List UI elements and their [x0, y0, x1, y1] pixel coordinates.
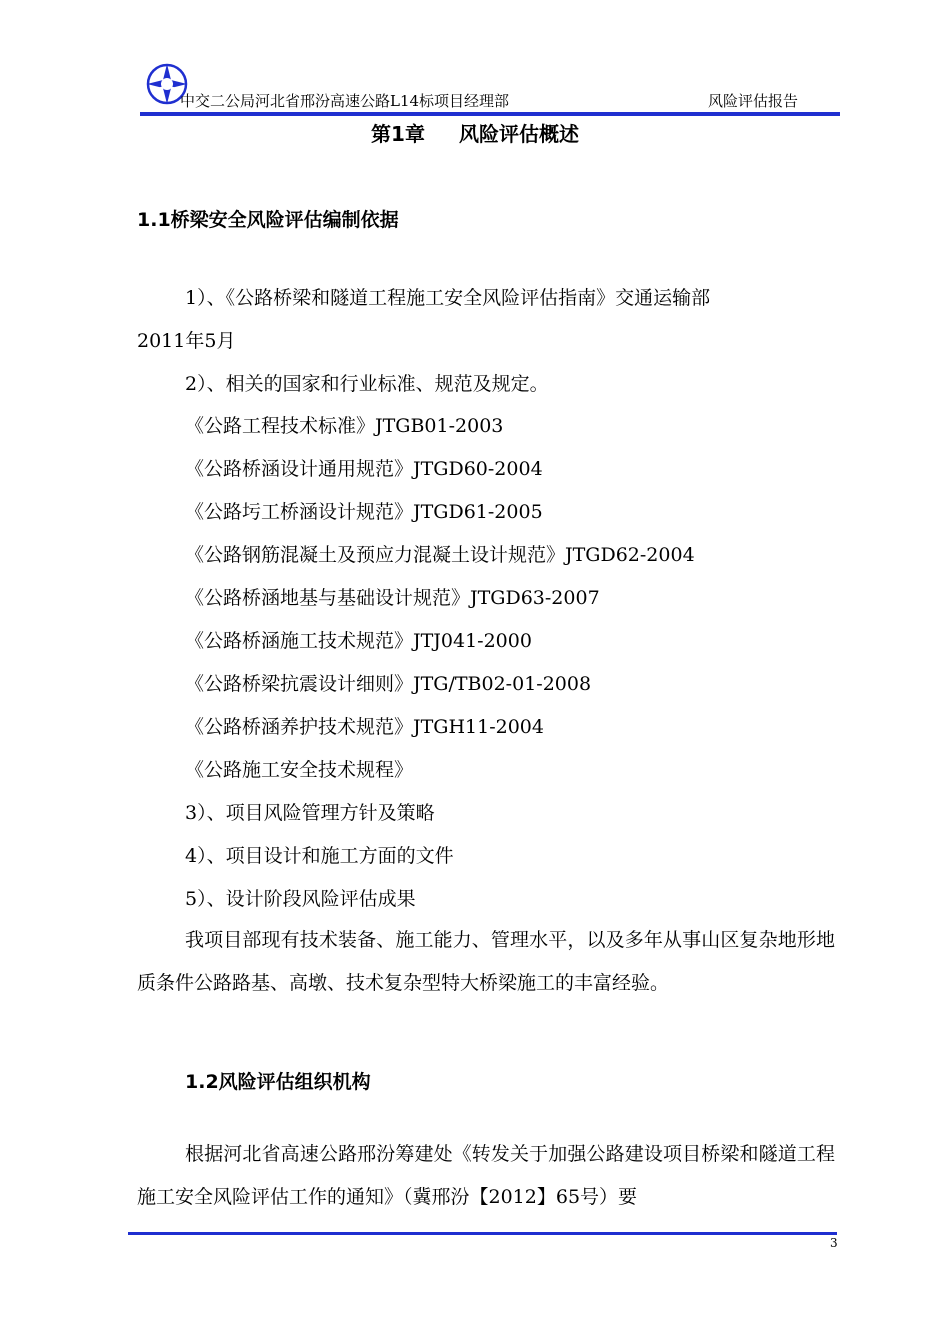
standard-item: 《公路桥涵养护技术规范》JTGH11-2004	[185, 716, 544, 738]
header-organization: 中交二公局河北省邢汾高速公路L14标项目经理部	[180, 92, 510, 110]
footer-rule	[128, 1232, 837, 1235]
standard-item: 《公路工程技术标准》JTGB01-2003	[185, 415, 504, 437]
organization-paragraph: 根据河北省高速公路邢汾筹建处《转发关于加强公路建设项目桥梁和隧道工程施工安全风险评估工作的通知》（冀邢汾【2012】65号）要	[137, 1143, 835, 1208]
standard-item: 《公路施工安全技术规程》	[185, 759, 414, 781]
standard-item: 《公路桥涵地基与基础设计规范》JTGD63-2007	[185, 587, 600, 609]
standard-item: 《公路圬工桥涵设计规范》JTGD61-2005	[185, 501, 543, 523]
section-heading-1-1: 1.1桥梁安全风险评估编制依据	[137, 209, 399, 231]
basis-item-5: 5）、设计阶段风险评估成果	[185, 888, 416, 910]
basis-item-4: 4）、项目设计和施工方面的文件	[185, 845, 454, 867]
page-number: 3	[830, 1236, 838, 1250]
standard-item: 《公路钢筋混凝土及预应力混凝土设计规范》JTGD62-2004	[185, 544, 695, 566]
basis-item-2: 2）、相关的国家和行业标准、规范及规定。	[185, 373, 549, 395]
standard-item: 《公路桥涵设计通用规范》JTGD60-2004	[185, 458, 543, 480]
chapter-title	[0, 118, 950, 147]
basis-item-1-line-2: 2011年5月	[137, 330, 236, 352]
chapter-name: 风险评估概述	[458, 122, 579, 146]
section-heading-1-2: 1.2风险评估组织机构	[185, 1071, 371, 1093]
standard-item: 《公路桥涵施工技术规范》JTJ041-2000	[185, 630, 532, 652]
standard-item: 《公路桥梁抗震设计细则》JTG/TB02-01-2008	[185, 673, 592, 695]
basis-item-1-line-1: 1）、《公路桥梁和隧道工程施工安全风险评估指南》交通运输部	[185, 287, 711, 309]
basis-item-3: 3）、项目风险管理方针及策略	[185, 802, 435, 824]
capability-paragraph: 我项目部现有技术装备、施工能力、管理水平，以及多年从事山区复杂地形地质条件公路路基、高墩、技术复杂型特大桥梁施工的丰富经验。	[137, 929, 835, 994]
page-header	[140, 62, 840, 118]
chapter-number: 第1章	[371, 122, 425, 146]
header-report-title: 风险评估报告	[708, 92, 799, 110]
header-rule	[140, 112, 840, 116]
